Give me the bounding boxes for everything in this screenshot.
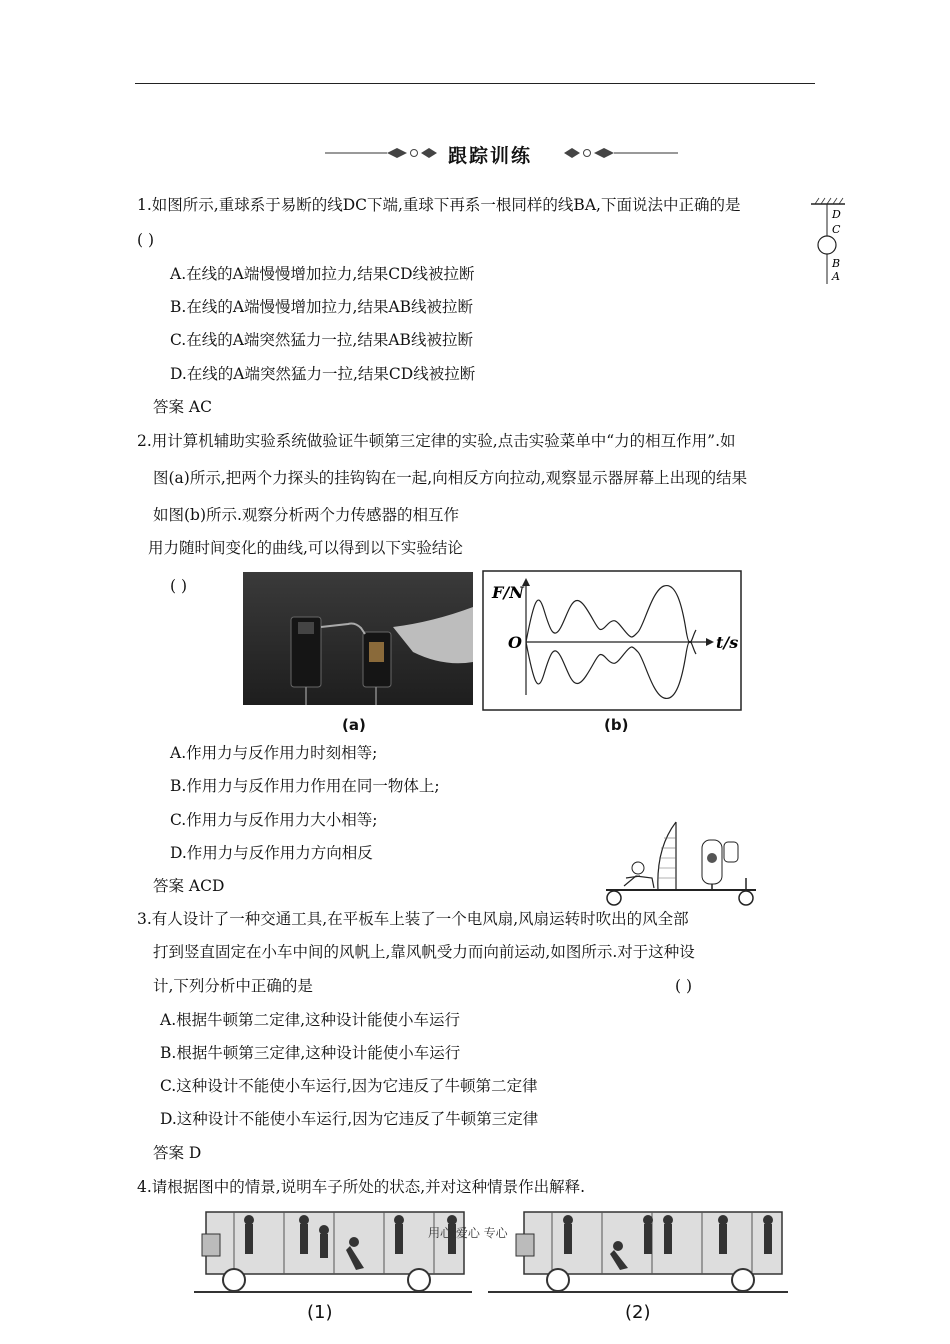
q2-option-c: C.作用力与反作用力大小相等; (170, 811, 378, 829)
q1-option-b: B.在线的A端慢慢增加拉力,结果AB线被拉断 (170, 298, 474, 316)
q4-caption-1: (1) (307, 1302, 333, 1323)
title-ornament-right (562, 143, 682, 163)
q2-option-b: B.作用力与反作用力作用在同一物体上; (170, 777, 440, 795)
q3-paren: ( ) (675, 977, 693, 995)
q4-caption-2: (2) (625, 1302, 651, 1323)
q2-stem-line3: 如图(b)所示.观察分析两个力传感器的相互作 (153, 506, 459, 524)
q2-origin-label: O (508, 633, 522, 652)
label-c: C (832, 223, 841, 236)
q1-option-a: A.在线的A端慢慢增加拉力,结果CD线被拉断 (170, 265, 475, 283)
q1-answer: 答案 AC (153, 398, 212, 416)
q3-option-b: B.根据牛顿第三定律,这种设计能使小车运行 (160, 1044, 461, 1062)
q4-bus-figure-2 (488, 1206, 788, 1298)
q2-option-d: D.作用力与反作用力方向相反 (170, 844, 373, 862)
q2-stem-line1: 2.用计算机辅助实验系统做验证牛顿第三定律的实验,点击实验菜单中“力的相互作用”.如 (137, 432, 736, 450)
label-d: D (832, 208, 841, 221)
q1-stem-line1: 1.如图所示,重球系于易断的线DC下端,重球下再系一根同样的线BA,下面说法中正确的是 (137, 196, 741, 214)
q1-figure-hanging-ball (805, 196, 845, 286)
q2-answer: 答案 ACD (153, 877, 225, 895)
q2-axis-x-label: t/s (716, 633, 739, 652)
label-b: B (832, 257, 841, 270)
q2-stem-line4: 用力随时间变化的曲线,可以得到以下实验结论 (148, 539, 463, 557)
q2-photo-force-probes (243, 572, 473, 705)
q3-figure-fan-cart (596, 818, 766, 906)
section-title: 跟踪训练 (448, 145, 533, 167)
q1-option-c: C.在线的A端突然猛力一拉,结果AB线被拉断 (170, 331, 473, 349)
header-rule (135, 83, 815, 84)
q3-stem-line2: 打到竖直固定在小车中间的风帆上,靠风帆受力而向前运动,如图所示.对于这种设 (153, 943, 695, 961)
q3-option-a: A.根据牛顿第二定律,这种设计能使小车运行 (160, 1011, 461, 1029)
q4-stem: 4.请根据图中的情景,说明车子所处的状态,并对这种情景作出解释. (137, 1178, 586, 1196)
page-footer: 用心 爱心 专心 (428, 1226, 508, 1240)
q3-option-d: D.这种设计不能使小车运行,因为它违反了牛顿第三定律 (160, 1110, 539, 1128)
q2-caption-a: (a) (342, 716, 366, 734)
q3-answer: 答案 D (153, 1144, 202, 1162)
q2-caption-b: (b) (604, 716, 629, 734)
q3-stem-line1: 3.有人设计了一种交通工具,在平板车上装了一个电风扇,风扇运转时吹出的风全部 (137, 910, 689, 928)
q2-stem-line2: 图(a)所示,把两个力探头的挂钩钩在一起,向相反方向拉动,观察显示器屏幕上出现的结果 (153, 469, 748, 487)
q3-option-c: C.这种设计不能使小车运行,因为它违反了牛顿第二定律 (160, 1077, 538, 1095)
title-ornament-left (325, 143, 445, 163)
q2-option-a: A.作用力与反作用力时刻相等; (170, 744, 378, 762)
q2-paren: ( ) (170, 577, 188, 595)
label-a: A (832, 270, 840, 283)
q3-stem-line3: 计,下列分析中正确的是 (153, 977, 313, 995)
q2-graph-force-time (482, 570, 742, 711)
q2-axis-y-label: F/N (492, 583, 524, 602)
q1-option-d: D.在线的A端突然猛力一拉,结果CD线被拉断 (170, 365, 476, 383)
q1-stem-line2: ( ) (137, 231, 155, 249)
q4-bus-figure-1 (194, 1206, 472, 1298)
